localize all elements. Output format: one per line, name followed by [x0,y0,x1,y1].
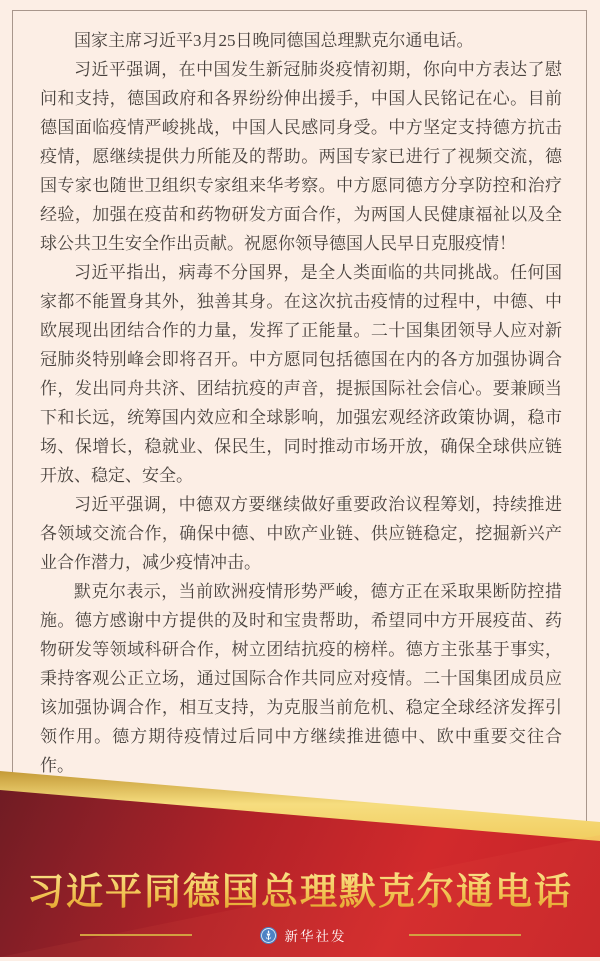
article-paragraph: 国家主席习近平3月25日晚同德国总理默克尔通电话。 [74,31,474,50]
article-paragraph: 默克尔表示，当前欧洲疫情形势严峻，德方正在采取果断防控措施。德方感谢中方提供的及时和宝贵帮助，希望同中方开展疫苗、药物研发等领域科研合作，树立团结抗疫的榜样。德方主张基于事实，秉持客观公正立场，通过国际合作共同应对疫情。二十国集团成员应该加强协调合作，相互支持，为克服当前危机、稳定全球经济发挥引领作用。德方期待疫情过后同中方继续推进德中、欧中重要交往合作。 [40,582,562,775]
article-paragraph: 习近平指出，病毒不分国界，是全人类面临的共同挑战。任何国家都不能置身其外，独善其身。在这次抗击疫情的过程中，中德、中欧展现出团结合作的力量，发挥了正能量。二十国集团领导人应对新冠肺炎特别峰会即将召开。中方愿同包括德国在内的各方加强协调合作，发出同舟共济、团结抗疫的声音，提振国际社会信心。要兼顾当下和长远，统筹国内效应和全球影响，加强宏观经济政策协调，稳市场、保增长，稳就业、保民生，同时推动市场开放，确保全球供应链开放、稳定、安全。 [40,263,562,485]
credit-text: 新华社发 [284,929,347,944]
article-paragraph: 习近平强调，中德双方要继续做好重要政治议程筹划，持续推进各领域交流合作，确保中德、中欧产业链、供应链稳定，挖掘新兴产业合作潜力，减少疫情冲击。 [40,495,562,572]
xinhua-logo-icon [260,927,277,944]
article-paragraph: 习近平强调，在中国发生新冠肺炎疫情初期，你向中方表达了慰问和支持，德国政府和各界纷纷伸出援手，中国人民铭记在心。目前德国面临疫情严峻挑战，中国人民感同身受。中方坚定支持德方抗击疫情，愿继续提供力所能及的帮助。两国专家已进行了视频交流，德国专家也随世卫组织专家组来华考察。中方愿同德方分享防控和治疗经验，加强在疫苗和药物研发方面合作，为两国人民健康福祉以及全球公共卫生安全作出贡献。祝愿你领导德国人民早日克服疫情！ [40,60,562,253]
headline-title: 习近平同德国总理默克尔通电话 [0,861,600,915]
credit-divider-left [80,934,192,936]
bottom-banner [0,765,600,961]
credit-row [0,925,600,945]
article-body [40,26,562,780]
credit-divider-right [409,934,521,936]
credit-badge [260,925,347,945]
